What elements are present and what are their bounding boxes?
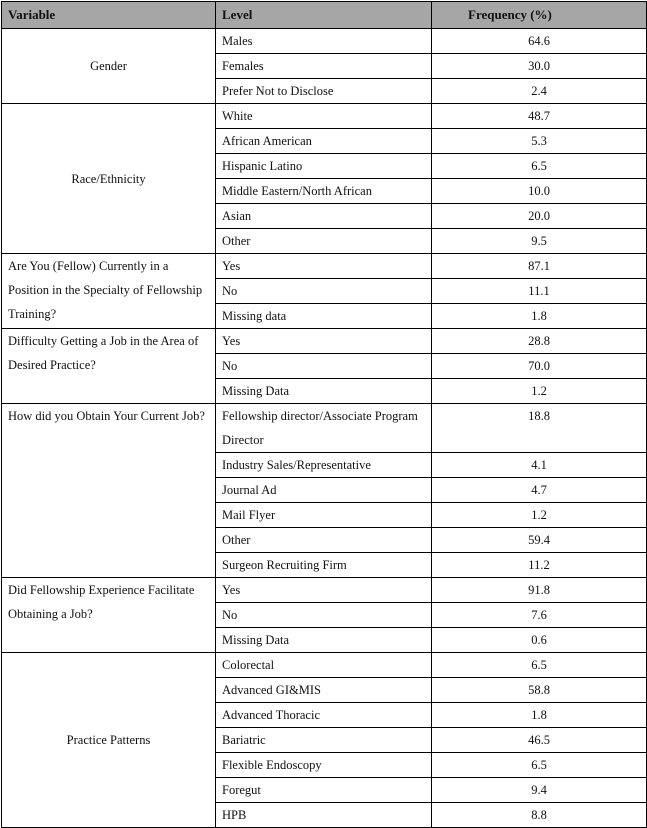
header-row [2, 2, 647, 29]
level-cell: Missing data [216, 304, 432, 329]
level-cell: Advanced Thoracic [216, 703, 432, 728]
table-row [2, 404, 647, 453]
frequency-cell: 8.8 [432, 803, 647, 828]
frequency-cell: 18.8 [432, 404, 647, 453]
frequency-cell: 11.2 [432, 553, 647, 578]
frequency-cell: 64.6 [432, 29, 647, 54]
variable-fellowship-facilitate: Did Fellowship Experience Facilitate Obtaining a Job? [2, 578, 216, 653]
level-cell: Missing Data [216, 628, 432, 653]
variable-obtain-job: How did you Obtain Your Current Job? [2, 404, 216, 578]
level-cell: Foregut [216, 778, 432, 803]
level-cell: No [216, 354, 432, 379]
level-cell: Journal Ad [216, 478, 432, 503]
level-cell: African American [216, 129, 432, 154]
level-cell: Yes [216, 329, 432, 354]
header-variable: Variable [2, 2, 216, 29]
level-cell: Colorectal [216, 653, 432, 678]
level-cell: Other [216, 528, 432, 553]
variable-gender: Gender [2, 29, 216, 104]
level-cell: White [216, 104, 432, 129]
frequency-cell: 4.7 [432, 478, 647, 503]
frequency-cell: 46.5 [432, 728, 647, 753]
frequency-cell: 11.1 [432, 279, 647, 304]
variable-practice-patterns: Practice Patterns [2, 653, 216, 828]
frequency-cell: 9.5 [432, 229, 647, 254]
frequency-cell: 6.5 [432, 653, 647, 678]
frequency-cell: 58.8 [432, 678, 647, 703]
frequency-cell: 30.0 [432, 54, 647, 79]
level-cell: Flexible Endoscopy [216, 753, 432, 778]
frequency-cell: 1.8 [432, 304, 647, 329]
header-frequency: Frequency (%) [432, 2, 647, 29]
frequency-cell: 6.5 [432, 753, 647, 778]
frequency-table [1, 1, 647, 828]
level-cell: Females [216, 54, 432, 79]
frequency-cell: 5.3 [432, 129, 647, 154]
level-cell: Prefer Not to Disclose [216, 79, 432, 104]
level-cell: Bariatric [216, 728, 432, 753]
level-cell: Other [216, 229, 432, 254]
level-cell: Industry Sales/Representative [216, 453, 432, 478]
variable-current-position: Are You (Fellow) Currently in a Position in the Specialty of Fellowship Training? [2, 254, 216, 329]
frequency-cell: 59.4 [432, 528, 647, 553]
frequency-cell: 48.7 [432, 104, 647, 129]
level-cell: Hispanic Latino [216, 154, 432, 179]
frequency-cell: 1.8 [432, 703, 647, 728]
table-row [2, 653, 647, 678]
frequency-cell: 6.5 [432, 154, 647, 179]
table-row [2, 578, 647, 603]
table-row [2, 29, 647, 54]
frequency-cell: 1.2 [432, 379, 647, 404]
frequency-cell: 70.0 [432, 354, 647, 379]
frequency-cell: 28.8 [432, 329, 647, 354]
level-cell: Yes [216, 578, 432, 603]
level-cell: Fellowship director/Associate Program Director [216, 404, 432, 453]
frequency-cell: 1.2 [432, 503, 647, 528]
frequency-cell: 0.6 [432, 628, 647, 653]
frequency-cell: 7.6 [432, 603, 647, 628]
level-cell: Surgeon Recruiting Firm [216, 553, 432, 578]
level-cell: Males [216, 29, 432, 54]
header-level: Level [216, 2, 432, 29]
frequency-cell: 10.0 [432, 179, 647, 204]
table-row [2, 254, 647, 279]
level-cell: Advanced GI&MIS [216, 678, 432, 703]
level-cell: Middle Eastern/North African [216, 179, 432, 204]
variable-race-ethnicity: Race/Ethnicity [2, 104, 216, 254]
frequency-cell: 4.1 [432, 453, 647, 478]
table-row [2, 329, 647, 354]
frequency-cell: 9.4 [432, 778, 647, 803]
frequency-cell: 87.1 [432, 254, 647, 279]
frequency-cell: 91.8 [432, 578, 647, 603]
table-row [2, 104, 647, 129]
level-cell: Yes [216, 254, 432, 279]
variable-difficulty-job: Difficulty Getting a Job in the Area of Desired Practice? [2, 329, 216, 404]
frequency-cell: 2.4 [432, 79, 647, 104]
level-cell: Missing Data [216, 379, 432, 404]
level-cell: Asian [216, 204, 432, 229]
frequency-cell: 20.0 [432, 204, 647, 229]
level-cell: No [216, 603, 432, 628]
level-cell: No [216, 279, 432, 304]
level-cell: HPB [216, 803, 432, 828]
level-cell: Mail Flyer [216, 503, 432, 528]
